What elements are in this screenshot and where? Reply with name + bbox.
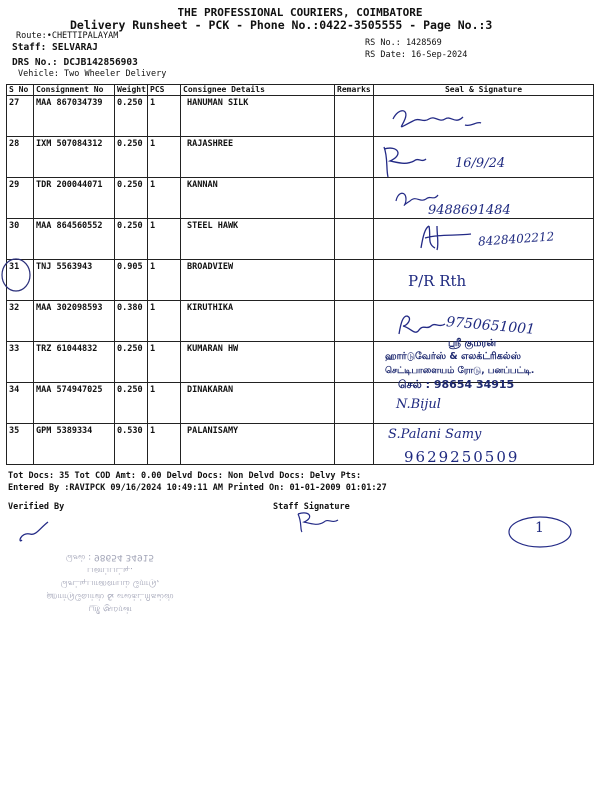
stamp-shop-type: ஹார்டுவேர்ஸ் & எலக்ட்ரிகல்ஸ்	[385, 351, 521, 362]
table-row	[7, 137, 594, 178]
circled-number-text: 1	[535, 520, 544, 536]
pcs-cell: 1	[148, 342, 181, 383]
signature-scribble-28	[378, 143, 458, 181]
pcs-cell: 1	[148, 383, 181, 424]
weight-cell: 0.250	[115, 137, 148, 178]
consignee-cell: HANUMAN SILK	[181, 96, 335, 137]
pcs-cell: 1	[148, 260, 181, 301]
sno-cell: 33	[7, 342, 34, 383]
signature-phone-29: 9488691484	[428, 203, 511, 218]
sno-cell: 29	[7, 178, 34, 219]
consignment-cell: MAA 302098593	[34, 301, 115, 342]
col-signature: Seal & Signature	[374, 85, 594, 96]
consignment-cell: TNJ 5563943	[34, 260, 115, 301]
stamp-shop-phone: செல் : 98654 34915	[398, 378, 515, 391]
remarks-cell	[335, 260, 374, 301]
col-sno: S No	[7, 85, 34, 96]
weight-cell: 0.905	[115, 260, 148, 301]
show-through-line: செட்டிபாளையம் ரோடு, பனப்பட்டி.	[60, 565, 160, 588]
weight-cell: 0.250	[115, 178, 148, 219]
col-weight: Weight	[115, 85, 148, 96]
consignee-cell: KANNAN	[181, 178, 335, 219]
table-header-row	[7, 85, 594, 96]
signature-name-34: N.Bijul	[396, 397, 441, 412]
show-through-line: ஸ்ரீ குமரன்	[88, 604, 132, 614]
verified-signature-scribble	[14, 518, 54, 548]
pen-circle-mark	[0, 255, 34, 295]
staff-label: Staff: SELVARAJ	[12, 42, 98, 53]
consignment-cell: TDR 200044071	[34, 178, 115, 219]
remarks-cell	[335, 96, 374, 137]
verified-by-label: Verified By	[8, 502, 65, 512]
signature-phone-35: 9629250509	[404, 448, 520, 466]
weight-cell: 0.250	[115, 219, 148, 260]
col-pcs: PCS	[148, 85, 181, 96]
sno-cell: 28	[7, 137, 34, 178]
staff-signature-label: Staff Signature	[273, 502, 350, 512]
consignee-cell: KUMARAN HW	[181, 342, 335, 383]
weight-cell: 0.530	[115, 424, 148, 465]
rs-number: RS No.: 1428569	[365, 38, 442, 48]
consignee-cell: KIRUTHIKA	[181, 301, 335, 342]
remarks-cell	[335, 342, 374, 383]
pcs-cell: 1	[148, 96, 181, 137]
stamp-show-through	[40, 550, 180, 615]
col-consignee: Consignee Details	[181, 85, 335, 96]
rs-date: RS Date: 16-Sep-2024	[365, 50, 468, 60]
table-row	[7, 96, 594, 137]
staff-signature-scribble	[292, 508, 342, 536]
runsheet-table	[6, 84, 594, 465]
signature-date-28: 16/9/24	[455, 156, 506, 171]
totals-line: Tot Docs: 35 Tot COD Amt: 0.00 Delvd Docs: Non Delvd Docs: Delvy Pts:	[8, 471, 362, 481]
runsheet-title: Delivery Runsheet - PCK - Phone No.:0422-3505555 - Page No.:3	[70, 18, 493, 32]
signature-scribble-27	[385, 105, 505, 135]
remarks-cell	[335, 424, 374, 465]
signature-phone-30: 8428402212	[477, 229, 555, 249]
sno-cell: 32	[7, 301, 34, 342]
col-remarks: Remarks	[335, 85, 374, 96]
signature-scribble-30	[415, 222, 475, 254]
weight-cell: 0.250	[115, 342, 148, 383]
consignment-cell: GPM 5389334	[34, 424, 115, 465]
sno-cell: 34	[7, 383, 34, 424]
table-row	[7, 260, 594, 301]
weight-cell: 0.250	[115, 383, 148, 424]
consignee-cell: PALANISAMY	[181, 424, 335, 465]
sno-cell: 31	[7, 260, 34, 301]
remark-note-31: P/R Rth	[408, 272, 467, 290]
entered-by-line: Entered By :RAVIPCK 09/16/2024 10:49:11 AM Printed On: 01-01-2009 01:01:27	[8, 483, 387, 493]
signature-name-35: S.Palani Samy	[388, 427, 482, 442]
sno-cell: 35	[7, 424, 34, 465]
consignee-cell: DINAKARAN	[181, 383, 335, 424]
weight-cell: 0.380	[115, 301, 148, 342]
signature-phone-32: 9750651001	[445, 314, 536, 338]
drs-number: DRS No.: DCJB142856903	[12, 57, 138, 68]
col-consignment: Consignment No	[34, 85, 115, 96]
stamp-shop-name: ஸ்ரீ குமரன்	[448, 338, 497, 349]
consignment-cell: MAA 864560552	[34, 219, 115, 260]
pcs-cell: 1	[148, 137, 181, 178]
consignment-cell: TRZ 61044832	[34, 342, 115, 383]
remarks-cell	[335, 383, 374, 424]
pcs-cell: 1	[148, 301, 181, 342]
sno-cell: 27	[7, 96, 34, 137]
sno-cell: 30	[7, 219, 34, 260]
consignee-cell: STEEL HAWK	[181, 219, 335, 260]
vehicle-label: Vehicle: Two Wheeler Delivery	[18, 69, 167, 79]
consignment-cell: MAA 867034739	[34, 96, 115, 137]
pcs-cell: 1	[148, 219, 181, 260]
route-label: Route:•CHETTIPALAYAM	[16, 31, 119, 41]
show-through-line: செல் : 98654 34915	[65, 552, 155, 562]
consignment-cell: IXM 507084312	[34, 137, 115, 178]
remarks-cell	[335, 219, 374, 260]
company-title: THE PROFESSIONAL COURIERS, COIMBATORE	[177, 6, 423, 19]
stamp-shop-address: செட்டிபாளையம் ரோடு, பனப்பட்டி.	[385, 366, 535, 376]
show-through-line: ஹார்டுவேர்ஸ் & எலக்ட்ரிகல்ஸ்	[46, 591, 174, 601]
pcs-cell: 1	[148, 178, 181, 219]
weight-cell: 0.250	[115, 96, 148, 137]
pcs-cell: 1	[148, 424, 181, 465]
remarks-cell	[335, 178, 374, 219]
consignee-cell: BROADVIEW	[181, 260, 335, 301]
signature-cell	[374, 260, 594, 301]
consignment-cell: MAA 574947025	[34, 383, 115, 424]
remarks-cell	[335, 137, 374, 178]
consignee-cell: RAJASHREE	[181, 137, 335, 178]
remarks-cell	[335, 301, 374, 342]
